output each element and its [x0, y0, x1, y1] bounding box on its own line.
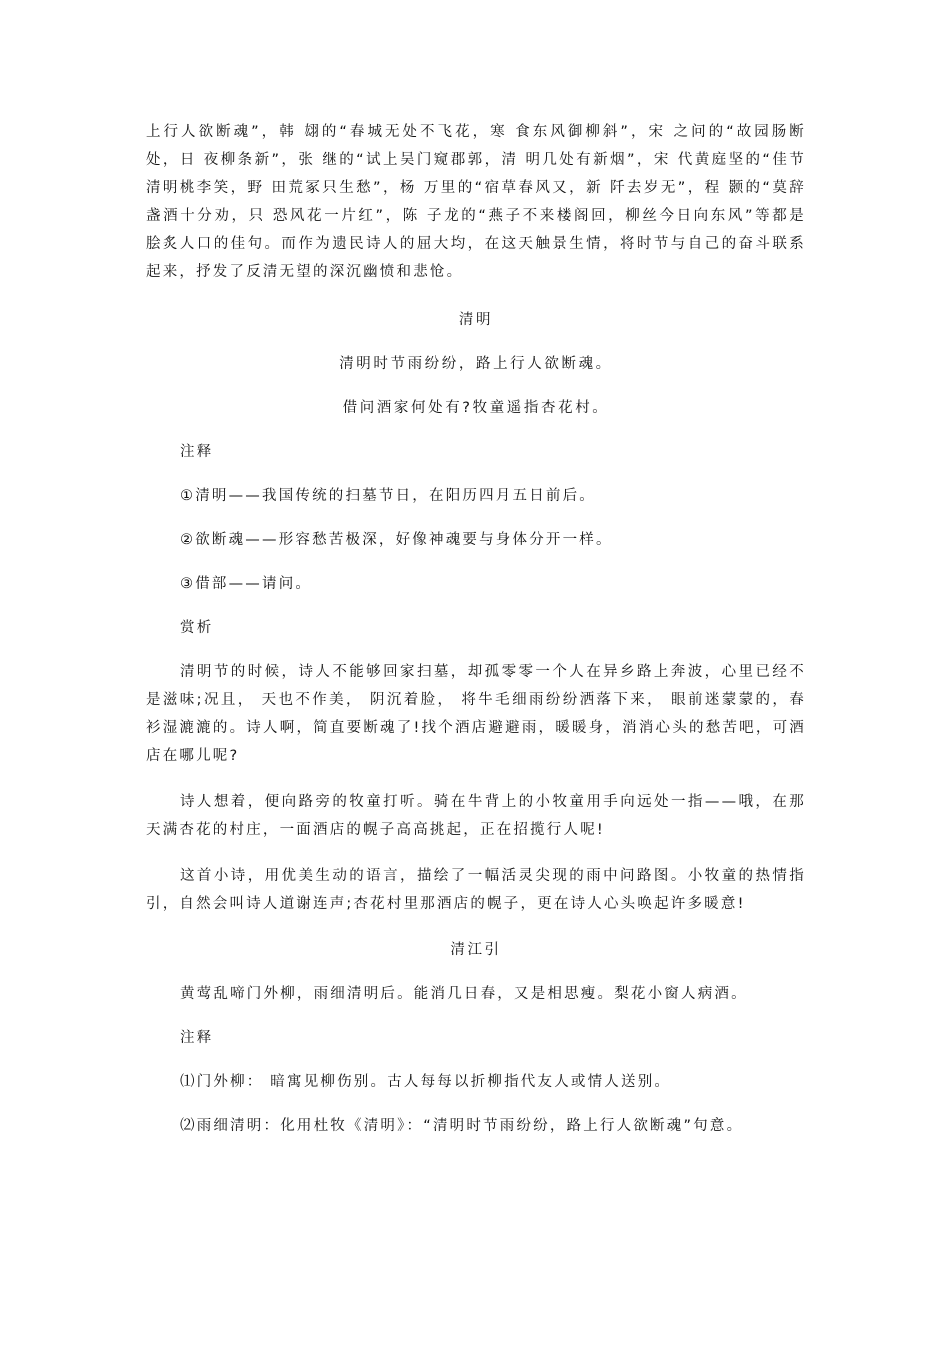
poem1-analysis-3: 这首小诗，用优美生动的语言，描绘了一幅活灵尖现的雨中问路图。小牧童的热情指引，自然会叫诗人道谢连声;杏花村里那酒店的幌子，更在诗人心头唤起许多暖意!: [146, 868, 806, 912]
poem1-analysis-label: 赏析: [180, 620, 214, 636]
intro-paragraph: 上行人欲断魂”，韩 翃的“春城无处不飞花，寒 食东风御柳斜”，宋 之问的“故园肠断处，日 夜柳条新”，张 继的“试上吴门窥郡郭，清 明几处有新烟”，宋 代黄庭坚的“佳节清明桃李笑，野 田荒冢只生愁”，杨 万里的“宿草春风又，新 阡去岁无”，程 颢的“莫辞盏酒十分劝，只 恐风花一片红”，陈 子龙的“燕子不来楼阁回，柳丝今日向东风”等都是脍炙人口的佳句。而作为遗民诗人的屈大均，在这天触景生情，将时节与自己的奋斗联系起来，抒发了反清无望的深沉幽愤和悲怆。: [146, 124, 806, 280]
poem1-analysis-1: 清明节的时候，诗人不能够回家扫墓，却孤零零一个人在异乡路上奔波，心里已经不是滋味;况且， 天也不作美， 阴沉着脸， 将牛毛细雨纷纷洒落下来， 眼前迷蒙蒙的，春衫湿漉漉的。诗人啊，简直要断魂了!找个酒店避避雨，暖暖身，消消心头的愁苦吧，可酒店在哪儿呢?: [146, 664, 806, 764]
poem1-note-3: ③借部——请问。: [180, 576, 313, 592]
poem2-text: 黄莺乱啼门外柳，雨细清明后。能消几日春，又是相思瘦。梨花小窗人病酒。: [180, 986, 748, 1002]
poem2-title: 清江引: [450, 942, 502, 958]
document-page: [146, 118, 806, 1156]
poem1-line-1: 清明时节雨纷纷，路上行人欲断魂。: [339, 356, 613, 372]
poem2-notes-label: 注释: [180, 1030, 214, 1046]
poem2-note-1: ⑴门外柳： 暗寓见柳伤别。古人每每以折柳指代友人或情人送别。: [180, 1074, 672, 1090]
poem1-note-1: ①清明——我国传统的扫墓节日，在阳历四月五日前后。: [180, 488, 596, 504]
poem1-note-2: ②欲断魂——形容愁苦极深，好像神魂要与身体分开一样。: [180, 532, 613, 548]
poem1-analysis-2: 诗人想着，便向路旁的牧童打听。骑在牛背上的小牧童用手向远处一指——哦，在那天满杏花的村庄，一面酒店的幌子高高挑起，正在招揽行人呢!: [146, 794, 806, 838]
poem1-line-2: 借问酒家何处有?牧童遥指杏花村。: [342, 400, 610, 416]
poem1-title: 清明: [458, 312, 494, 328]
poem2-note-2: ⑵雨细清明：化用杜牧《清明》：“清明时节雨纷纷，路上行人欲断魂”句意。: [180, 1118, 744, 1134]
poem1-notes-label: 注释: [180, 444, 214, 460]
